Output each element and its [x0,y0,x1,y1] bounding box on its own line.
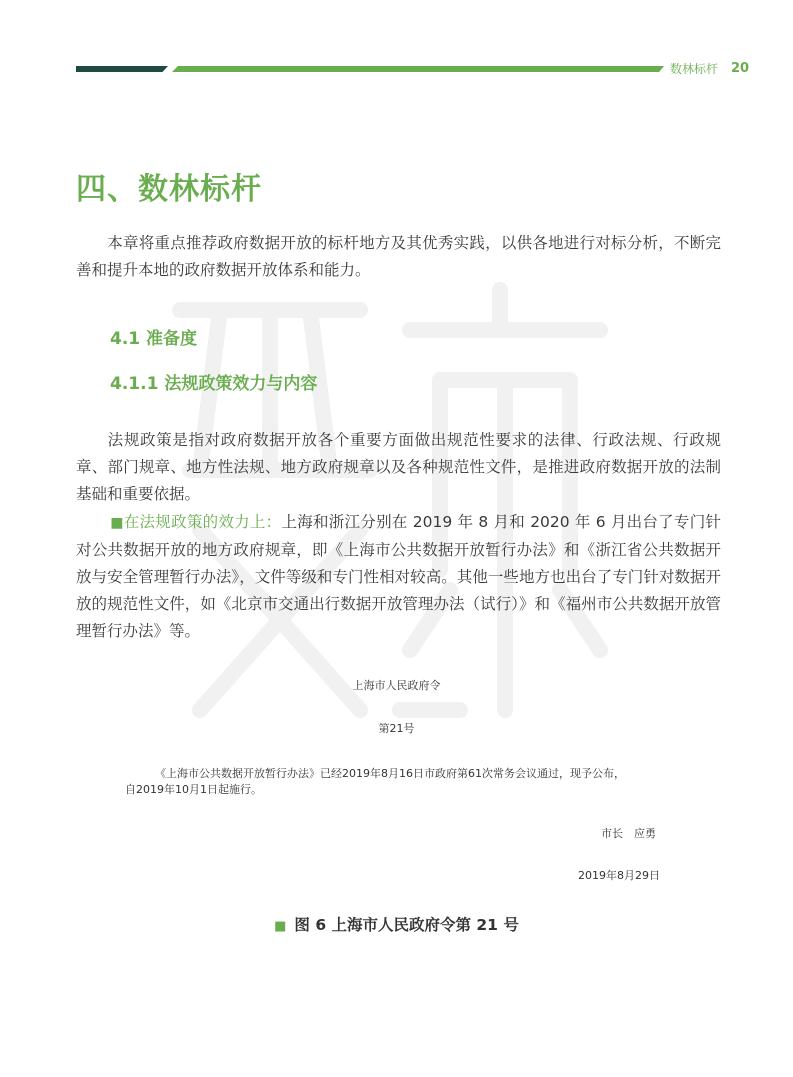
decree-body [125,766,665,798]
chapter-intro-text: 本章将重点推荐政府数据开放的标杆地方及其优秀实践，以供各地进行对标分析，不断完善和提升本地的政府数据开放体系和能力。 [76,234,721,279]
chapter-title: 四、数林标杆 [76,172,262,207]
decree-date: 2019年8月29日 [578,869,660,882]
bullet-square-icon: ■ [110,515,124,531]
figure-caption [0,914,793,938]
header-bar-dark [76,66,168,72]
subsection-heading: 4.1.1 法规政策效力与内容 [110,374,318,394]
page-number: 20 [731,61,750,76]
decree-body-line-2: 自2019年10月1日起施行。 [125,783,262,796]
caption-square-icon: ■ [274,919,287,934]
law-policy-paragraph [76,427,721,508]
header-bar-green [172,66,664,72]
decree-number: 第21号 [378,722,415,735]
decree-body-line-1: 《上海市公共数据开放暂行办法》已经2019年8月16日市政府第61次常务会议通过，现予公布， [155,767,625,780]
header-section-label: 数林标杆 [670,62,719,76]
section-heading: 4.1 准备度 [110,329,198,349]
effect-highlight: 在法规政策的效力上： [123,513,282,531]
effect-paragraph [76,509,721,645]
decree-issuer: 上海市人民政府令 [352,679,441,692]
decree-signature: 市长 应勇 [601,827,656,840]
figure-caption-text: 图 6 上海市人民政府令第 21 号 [294,916,519,934]
law-policy-text: 法规政策是指对政府数据开放各个重要方面做出规范性要求的法律、行政法规、行政规章、部门规章、地方性法规、地方政府规章以及各种规范性文件，是推进政府数据开放的法制基础和重要依据。 [76,431,721,503]
effect-text: 上海和浙江分别在 2019 年 8 月和 2020 年 6 月出台了专门针对公共数据开放的地方政府规章，即《上海市公共数据开放暂行办法》和《浙江省公共数据开放与安全管理暂行办法》，文件等级和专门性相对较高。其他一些地方也出台了专门针对数据开放的规范性文件，如《北京市交通出行数据开放管理办法（试行）》和《福州市公共数据开放管理暂行办法》等。 [76,513,721,640]
chapter-intro-paragraph [76,230,721,284]
